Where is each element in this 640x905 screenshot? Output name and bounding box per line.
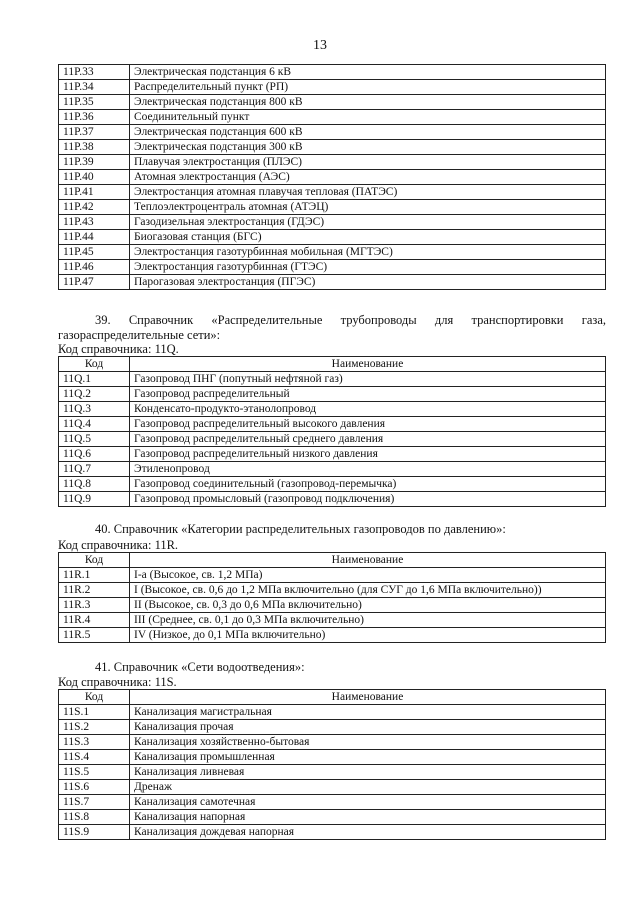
table-row	[59, 492, 606, 507]
table-sewerage-networks	[58, 689, 606, 840]
cell-code: 11P.36	[59, 110, 130, 125]
cell-name: Газопровод распределительный среднего давления	[130, 432, 606, 447]
cell-name: II (Высокое, св. 0,3 до 0,6 МПа включительно)	[130, 598, 606, 613]
cell-code: 11S.4	[59, 750, 130, 765]
table-row	[59, 810, 606, 825]
cell-code: 11Q.5	[59, 432, 130, 447]
table-row	[59, 260, 606, 275]
cell-name: I-а (Высокое, св. 1,2 МПа)	[130, 568, 606, 583]
cell-name: Канализация промышленная	[130, 750, 606, 765]
table-row	[59, 125, 606, 140]
cell-code: 11P.40	[59, 170, 130, 185]
cell-name: Электрическая подстанция 600 кВ	[130, 125, 606, 140]
cell-name: Электрическая подстанция 6 кВ	[130, 65, 606, 80]
table-row	[59, 447, 606, 462]
cell-code: 11S.1	[59, 705, 130, 720]
table-row	[59, 65, 606, 80]
table-row	[59, 402, 606, 417]
cell-name: Соединительный пункт	[130, 110, 606, 125]
cell-code: 11Q.6	[59, 447, 130, 462]
table-row	[59, 200, 606, 215]
cell-name: Газопровод ПНГ (попутный нефтяной газ)	[130, 372, 606, 387]
header-name: Наименование	[130, 357, 606, 372]
table-row	[59, 825, 606, 840]
cell-code: 11S.6	[59, 780, 130, 795]
cell-code: 11S.9	[59, 825, 130, 840]
table-row	[59, 628, 606, 643]
cell-code: 11P.42	[59, 200, 130, 215]
cell-name: Дренаж	[130, 780, 606, 795]
cell-code: 11R.1	[59, 568, 130, 583]
table-row	[59, 795, 606, 810]
table-row	[59, 80, 606, 95]
table-header	[59, 553, 606, 568]
cell-name: Распределительный пункт (РП)	[130, 80, 606, 95]
cell-name: Электрическая подстанция 800 кВ	[130, 95, 606, 110]
table-row	[59, 735, 606, 750]
cell-code: 11R.5	[59, 628, 130, 643]
cell-code: 11P.38	[59, 140, 130, 155]
cell-code: 11S.8	[59, 810, 130, 825]
cell-code: 11P.44	[59, 230, 130, 245]
table-row	[59, 140, 606, 155]
table-row	[59, 432, 606, 447]
table-row	[59, 417, 606, 432]
header-code: Код	[59, 357, 130, 372]
cell-name: Газодизельная электростанция (ГДЭС)	[130, 215, 606, 230]
table-header	[59, 357, 606, 372]
cell-name: Электростанция атомная плавучая тепловая (ПАТЭС)	[130, 185, 606, 200]
table-row	[59, 245, 606, 260]
table-row	[59, 568, 606, 583]
cell-name: Газопровод распределительный	[130, 387, 606, 402]
table-row	[59, 215, 606, 230]
table-row	[59, 705, 606, 720]
section-39-title-line1: 39. Справочник «Распределительные трубопроводы для транспортировки газа,	[95, 313, 606, 327]
cell-code: 11P.35	[59, 95, 130, 110]
table-row	[59, 155, 606, 170]
table-gas-pipelines	[58, 356, 606, 507]
cell-code: 11P.43	[59, 215, 130, 230]
cell-name: Конденсато-продукто-этанолопровод	[130, 402, 606, 417]
table-row	[59, 110, 606, 125]
cell-name: Газопровод распределительный низкого давления	[130, 447, 606, 462]
cell-name: Электростанция газотурбинная мобильная (МГТЭС)	[130, 245, 606, 260]
cell-name: Парогазовая электростанция (ПГЭС)	[130, 275, 606, 290]
cell-name: Электростанция газотурбинная (ГТЭС)	[130, 260, 606, 275]
cell-code: 11P.46	[59, 260, 130, 275]
table-body	[59, 372, 606, 507]
cell-name: Атомная электростанция (АЭС)	[130, 170, 606, 185]
table-body	[59, 705, 606, 840]
section-40-title: 40. Справочник «Категории распределительных газопроводов по давлению»:	[95, 522, 506, 536]
cell-code: 11P.33	[59, 65, 130, 80]
cell-code: 11Q.7	[59, 462, 130, 477]
cell-name: Канализация хозяйственно-бытовая	[130, 735, 606, 750]
cell-name: Канализация самотечная	[130, 795, 606, 810]
cell-code: 11P.34	[59, 80, 130, 95]
cell-name: Канализация напорная	[130, 810, 606, 825]
table-row	[59, 765, 606, 780]
table-row	[59, 230, 606, 245]
cell-code: 11Q.3	[59, 402, 130, 417]
header-code: Код	[59, 690, 130, 705]
cell-code: 11P.47	[59, 275, 130, 290]
cell-name: Канализация ливневая	[130, 765, 606, 780]
cell-name: Теплоэлектроцентраль атомная (АТЭЦ)	[130, 200, 606, 215]
table-row	[59, 372, 606, 387]
table-row	[59, 750, 606, 765]
cell-name: III (Среднее, св. 0,1 до 0,3 МПа включительно)	[130, 613, 606, 628]
table-row	[59, 780, 606, 795]
cell-code: 11R.2	[59, 583, 130, 598]
header-name: Наименование	[130, 553, 606, 568]
table-row	[59, 462, 606, 477]
header-row	[59, 690, 606, 705]
cell-code: 11S.7	[59, 795, 130, 810]
header-row	[59, 553, 606, 568]
table-pressure-categories	[58, 552, 606, 643]
table-body	[59, 65, 606, 290]
table-row	[59, 477, 606, 492]
header-row	[59, 357, 606, 372]
table-row	[59, 275, 606, 290]
cell-name: Электрическая подстанция 300 кВ	[130, 140, 606, 155]
table-row	[59, 170, 606, 185]
table-power-objects	[58, 64, 606, 290]
cell-name: Канализация магистральная	[130, 705, 606, 720]
cell-name: Газопровод распределительный высокого давления	[130, 417, 606, 432]
cell-code: 11Q.4	[59, 417, 130, 432]
section-40-code: Код справочника: 11R.	[58, 538, 179, 552]
cell-code: 11Q.9	[59, 492, 130, 507]
table-row	[59, 583, 606, 598]
table-row	[59, 387, 606, 402]
table-row	[59, 598, 606, 613]
cell-code: 11S.2	[59, 720, 130, 735]
cell-name: Этиленопровод	[130, 462, 606, 477]
header-code: Код	[59, 553, 130, 568]
cell-code: 11P.39	[59, 155, 130, 170]
cell-name: Канализация дождевая напорная	[130, 825, 606, 840]
cell-name: Газопровод соединительный (газопровод-перемычка)	[130, 477, 606, 492]
section-41-title: 41. Справочник «Сети водоотведения»:	[95, 660, 305, 674]
cell-name: IV (Низкое, до 0,1 МПа включительно)	[130, 628, 606, 643]
cell-code: 11R.4	[59, 613, 130, 628]
cell-code: 11Q.8	[59, 477, 130, 492]
cell-code: 11P.37	[59, 125, 130, 140]
cell-name: Газопровод промысловый (газопровод подключения)	[130, 492, 606, 507]
section-39-title-line2: газораспределительные сети»:	[58, 328, 221, 342]
cell-code: 11S.5	[59, 765, 130, 780]
table-row	[59, 95, 606, 110]
table-row	[59, 720, 606, 735]
cell-code: 11Q.1	[59, 372, 130, 387]
cell-code: 11P.41	[59, 185, 130, 200]
cell-code: 11Q.2	[59, 387, 130, 402]
cell-name: Биогазовая станция (БГС)	[130, 230, 606, 245]
page-number: 13	[313, 38, 327, 53]
cell-name: Плавучая электростанция (ПЛЭС)	[130, 155, 606, 170]
section-39-code: Код справочника: 11Q.	[58, 342, 179, 356]
cell-code: 11P.45	[59, 245, 130, 260]
table-row	[59, 185, 606, 200]
cell-name: I (Высокое, св. 0,6 до 1,2 МПа включительно (для СУГ до 1,6 МПа включительно))	[130, 583, 606, 598]
table-row	[59, 613, 606, 628]
cell-code: 11S.3	[59, 735, 130, 750]
table-header	[59, 690, 606, 705]
table-body	[59, 568, 606, 643]
cell-code: 11R.3	[59, 598, 130, 613]
section-41-code: Код справочника: 11S.	[58, 675, 177, 689]
cell-name: Канализация прочая	[130, 720, 606, 735]
header-name: Наименование	[130, 690, 606, 705]
